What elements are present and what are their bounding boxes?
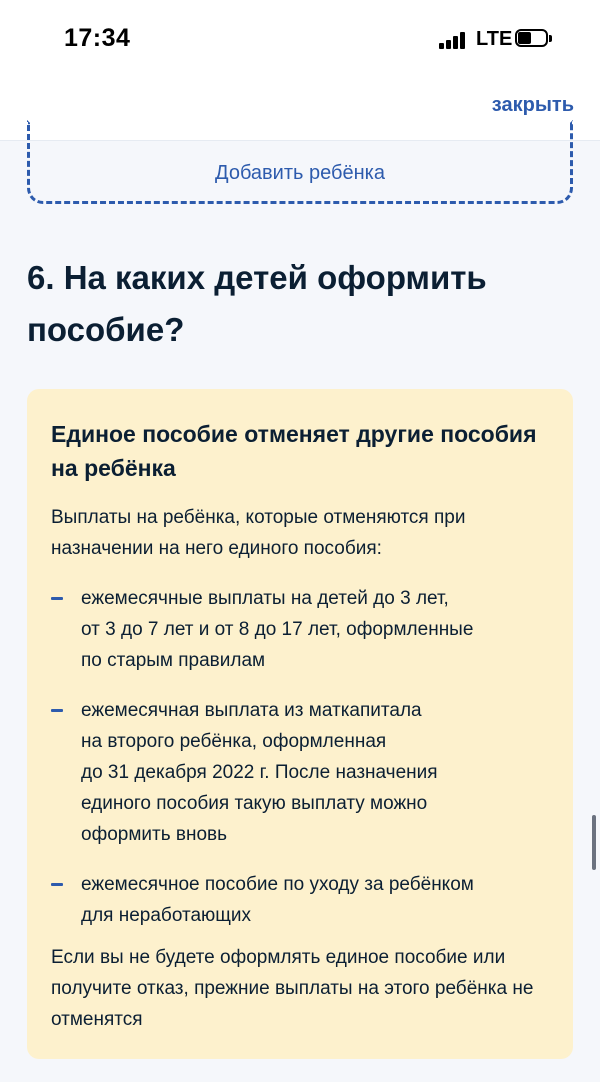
dash-icon [51, 883, 63, 886]
info-card-note: Если вы не будете оформлять единое пособие или получите отказ, прежние выплаты на этого ребёнка не отменятся [51, 947, 534, 1030]
close-link[interactable]: закрыть [491, 94, 574, 116]
info-card-title: Единое пособие отменяет другие пособия на ребёнка [51, 421, 537, 481]
list-item [51, 695, 551, 850]
benefits-list [51, 583, 551, 950]
status-time: 17:34 [64, 24, 131, 52]
dash-icon [51, 709, 63, 712]
network-type: LTE [476, 28, 513, 50]
signal-icon [439, 31, 467, 49]
dash-icon [51, 597, 63, 600]
list-item-text: ежемесячные выплаты на детей до 3 лет, от 3 до 7 лет и от 8 до 17 лет, оформленные по старым правилам [81, 588, 474, 671]
battery-icon [515, 29, 553, 49]
list-item [51, 869, 551, 931]
list-item-text: ежемесячное пособие по уходу за ребёнком для неработающих [81, 874, 474, 926]
info-card [27, 389, 573, 1059]
section-title: 6. На каких детей оформить пособие? [27, 259, 487, 348]
status-bar [0, 0, 600, 82]
scrollbar[interactable] [592, 815, 596, 870]
add-child-label: Добавить ребёнка [215, 162, 385, 184]
list-item [51, 583, 551, 676]
info-card-intro: Выплаты на ребёнка, которые отменяются при назначении на него единого пособия: [51, 507, 466, 559]
list-item-text: ежемесячная выплата из маткапитала на второго ребёнка, оформленная до 31 декабря 2022 г. После назначения единого пособия такую выплату можно оформить вновь [81, 700, 438, 845]
add-child-button[interactable] [27, 120, 573, 204]
